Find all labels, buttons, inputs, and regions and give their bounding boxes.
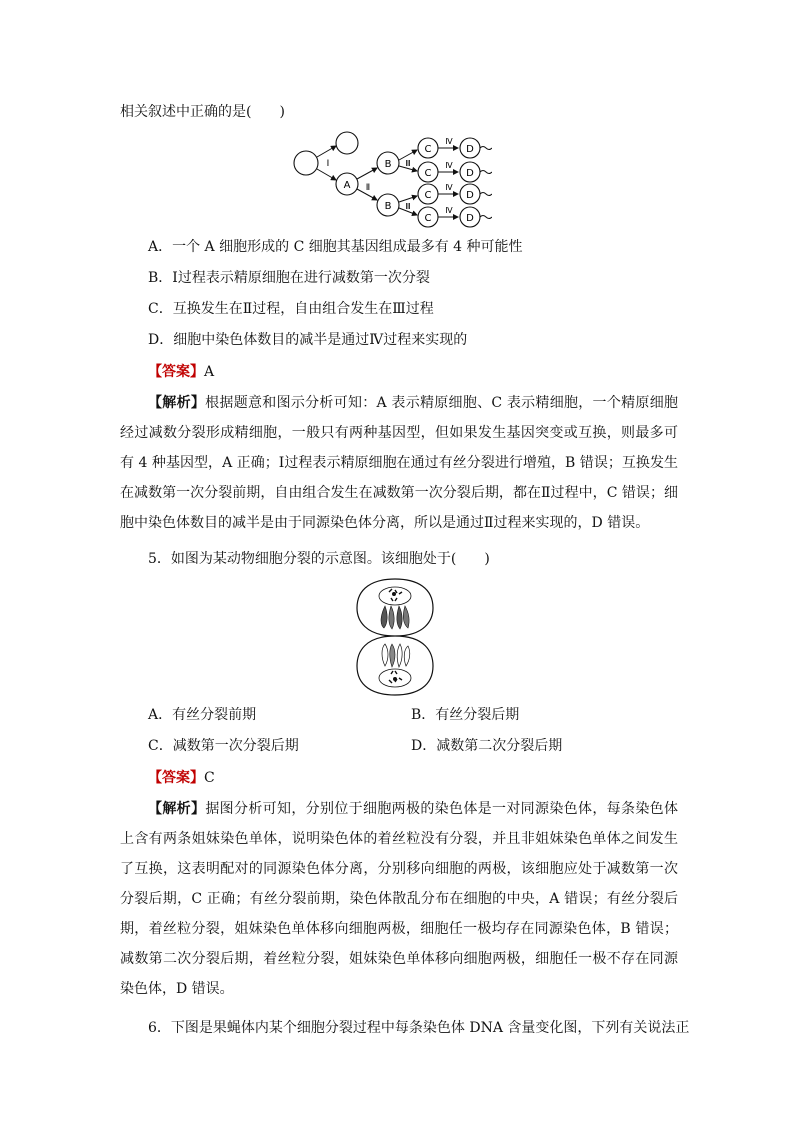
q4-option-a: A．一个 A 细胞形成的 C 细胞其基因组成最多有 4 种可能性 <box>148 239 523 255</box>
process-3-bottom-label: Ⅲ <box>405 202 411 211</box>
q4-analysis <box>120 388 678 538</box>
q4-analysis-text: 根据题意和图示分析可知：A 表示精原细胞、C 表示精细胞，一个精原细胞经过减数分裂形成精细胞，一般只有两种基因型，但如果发生基因突变或互换，则最多可有 4 种基因型，A 正确；Ⅰ过程表示精原细胞在通过有丝分裂进行增殖，B 错误；互换发生在减数第一次分裂前期，自由组合发生在减数第一次分裂后期，都在Ⅱ过程中，C 错误；细胞中染色体数目的减半是由于同源染色体分离，所以是通过Ⅱ过程来实现的，D 错误。 <box>120 395 678 531</box>
process-4-label-4: Ⅳ <box>445 206 453 215</box>
q6-stem: 6．下图是果蝇体内某个细胞分裂过程中每条染色体 DNA 含量变化图，下列有关说法正 <box>148 1020 690 1036</box>
q5-option-c: C．减数第一次分裂后期 <box>148 738 299 754</box>
q5-option-a: A．有丝分裂前期 <box>148 707 257 723</box>
process-1-label: Ⅰ <box>326 159 330 169</box>
q4-answer-value: A <box>204 364 215 380</box>
q5-analysis-tag: 【解析】 <box>148 801 206 817</box>
q4-analysis-tag: 【解析】 <box>148 395 206 411</box>
node-d4-label: D <box>466 213 474 224</box>
q4-option-d: D．细胞中染色体数目的减半是通过Ⅳ过程来实现的 <box>148 332 468 348</box>
node-b-top-label: B <box>384 159 392 170</box>
q4-stem-tail: 相关叙述中正确的是( ) <box>120 104 285 120</box>
q4-answer <box>148 362 214 382</box>
process-4-label-1: Ⅳ <box>445 137 453 146</box>
q5-answer-tag: 【答案】 <box>148 770 204 786</box>
node-b-bottom-label: B <box>384 201 392 212</box>
node-d2-label: D <box>466 168 474 179</box>
q5-stem: 5．如图为某动物细胞分裂的示意图。该细胞处于( ) <box>148 551 490 567</box>
q4-cell-diagram <box>292 128 492 230</box>
node-c2-label: C <box>424 168 432 179</box>
process-2-label: Ⅱ <box>365 183 371 193</box>
q5-analysis <box>120 794 678 1004</box>
node-d1-label: D <box>466 144 474 155</box>
node-d3-label: D <box>466 190 474 201</box>
q5-option-b: B．有丝分裂后期 <box>411 707 520 723</box>
process-4-label-2: Ⅳ <box>445 161 453 170</box>
process-4-label-3: Ⅳ <box>445 183 453 192</box>
node-c1-label: C <box>424 144 432 155</box>
q5-answer-value: C <box>204 770 215 786</box>
q4-option-c: C．互换发生在Ⅱ过程，自由组合发生在Ⅲ过程 <box>148 301 434 317</box>
q5-analysis-text: 据图分析可知，分别位于细胞两极的染色体是一对同源染色体，每条染色体上含有两条姐妹染色单体，说明染色体的着丝粒没有分裂，并且非姐妹染色单体之间发生了互换，这表明配对的同源染色体分离，分别移向细胞的两极，该细胞应处于减数第一次分裂后期，C 正确；有丝分裂前期，染色体散乱分布在细胞的中央，A 错误；有丝分裂后期，着丝粒分裂，姐妹染色单体移向细胞两极，细胞任一极均存在同源染色体，B 错误；减数第二次分裂后期，着丝粒分裂，姐妹染色单体移向细胞两极，细胞任一极不存在同源染色体，D 错误。 <box>120 801 679 997</box>
q4-answer-tag: 【答案】 <box>148 364 204 380</box>
node-a-label: A <box>343 180 351 191</box>
node-c4-label: C <box>424 213 432 224</box>
q5-cell-figure <box>355 576 435 698</box>
node-c3-label: C <box>424 190 432 201</box>
q4-option-b: B．Ⅰ过程表示精原细胞在进行减数第一次分裂 <box>148 270 430 286</box>
q5-option-d: D．减数第二次分裂后期 <box>411 738 563 754</box>
process-3-top-label: Ⅲ <box>405 159 411 168</box>
q5-answer <box>148 768 215 788</box>
